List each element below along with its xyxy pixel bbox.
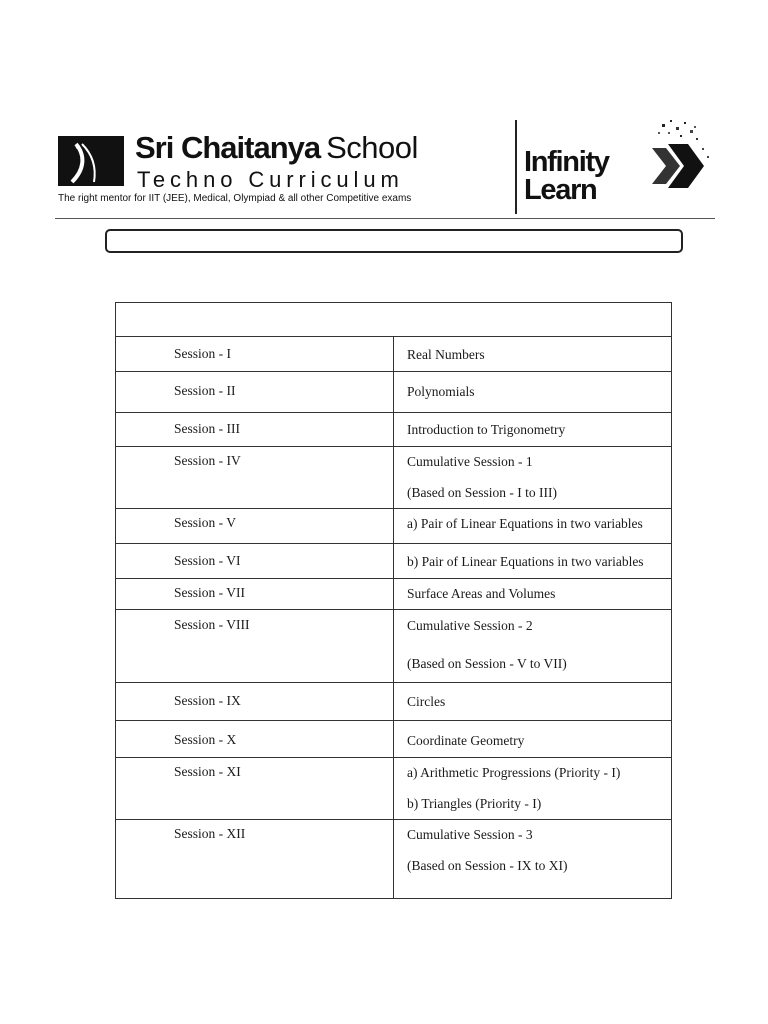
table-row <box>116 683 672 721</box>
topic-line: Surface Areas and Volumes <box>407 586 556 601</box>
session-cell <box>116 372 394 413</box>
session-label: Session - XII <box>174 826 246 841</box>
school-emblem-logo <box>58 136 124 186</box>
topic-cell <box>394 579 672 610</box>
session-label: Session - XI <box>174 764 241 779</box>
header-rule <box>55 218 715 219</box>
topic-line: Introduction to Trigonometry <box>407 422 566 437</box>
session-label: Session - IV <box>174 453 241 468</box>
session-cell <box>116 413 394 447</box>
title-banner <box>105 229 683 253</box>
document-header <box>55 118 715 218</box>
topic-cell <box>394 683 672 721</box>
session-cell <box>116 447 394 509</box>
table-row <box>116 509 672 544</box>
session-cell <box>116 509 394 544</box>
table-row <box>116 758 672 820</box>
session-cell <box>116 758 394 820</box>
topic-line: (Based on Session - IX to XI) <box>407 858 568 873</box>
table-row <box>116 820 672 899</box>
topic-line: Polynomials <box>407 384 475 399</box>
table-row <box>116 610 672 683</box>
school-name <box>135 130 418 170</box>
topic-line: Circles <box>407 694 446 709</box>
session-label: Session - VIII <box>174 617 250 632</box>
session-label: Session - II <box>174 383 236 398</box>
table-row <box>116 372 672 413</box>
session-label: Session - V <box>174 515 237 530</box>
topic-line: (Based on Session - V to VII) <box>407 656 567 671</box>
topic-cell <box>394 509 672 544</box>
table-row <box>116 721 672 758</box>
table-header-row <box>116 303 672 337</box>
topic-line: Cumulative Session - 2 <box>407 618 533 633</box>
topic-line: a) Arithmetic Progressions (Priority - I) <box>407 765 621 780</box>
session-label: Session - VI <box>174 553 241 568</box>
tagline: The right mentor for IIT (JEE), Medical, Olympiad & all other Competitive exams <box>58 193 412 204</box>
session-label: Session - X <box>174 732 237 747</box>
session-cell <box>116 683 394 721</box>
topic-cell <box>394 721 672 758</box>
topic-cell <box>394 337 672 372</box>
partner-word-learn: Learn <box>524 174 597 206</box>
topic-cell <box>394 610 672 683</box>
topic-line: b) Pair of Linear Equations in two variables <box>407 554 644 569</box>
partner-word-infinity: Infinity <box>524 146 609 178</box>
session-cell <box>116 544 394 579</box>
session-cell <box>116 610 394 683</box>
table-row <box>116 544 672 579</box>
session-label: Session - III <box>174 421 240 436</box>
school-name-bold: Sri Chaitanya <box>135 130 321 165</box>
table-row <box>116 447 672 509</box>
topic-line: a) Pair of Linear Equations in two variables <box>407 516 643 531</box>
session-cell <box>116 820 394 899</box>
chevron-arrow-icon <box>632 118 715 208</box>
topic-line: Coordinate Geometry <box>407 733 525 748</box>
header-divider <box>515 120 517 214</box>
topic-cell <box>394 413 672 447</box>
curriculum-name: Techno Curriculum <box>137 167 404 192</box>
topic-line: (Based on Session - I to III) <box>407 485 557 500</box>
topic-line: Cumulative Session - 3 <box>407 827 533 842</box>
table-header-cell <box>116 303 672 337</box>
session-schedule-table <box>115 302 672 899</box>
topic-cell <box>394 544 672 579</box>
table-row <box>116 337 672 372</box>
session-label: Session - I <box>174 346 231 361</box>
topic-cell <box>394 447 672 509</box>
session-cell <box>116 721 394 758</box>
session-cell <box>116 579 394 610</box>
table-row <box>116 413 672 447</box>
school-name-regular: School <box>326 130 418 165</box>
topic-line: Real Numbers <box>407 347 485 362</box>
table-row <box>116 579 672 610</box>
session-cell <box>116 337 394 372</box>
topic-line: Cumulative Session - 1 <box>407 454 533 469</box>
topic-cell <box>394 820 672 899</box>
infinity-learn-logo <box>520 118 715 214</box>
topic-line: b) Triangles (Priority - I) <box>407 796 542 811</box>
session-label: Session - IX <box>174 693 241 708</box>
topic-cell <box>394 758 672 820</box>
session-label: Session - VII <box>174 585 246 600</box>
topic-cell <box>394 372 672 413</box>
